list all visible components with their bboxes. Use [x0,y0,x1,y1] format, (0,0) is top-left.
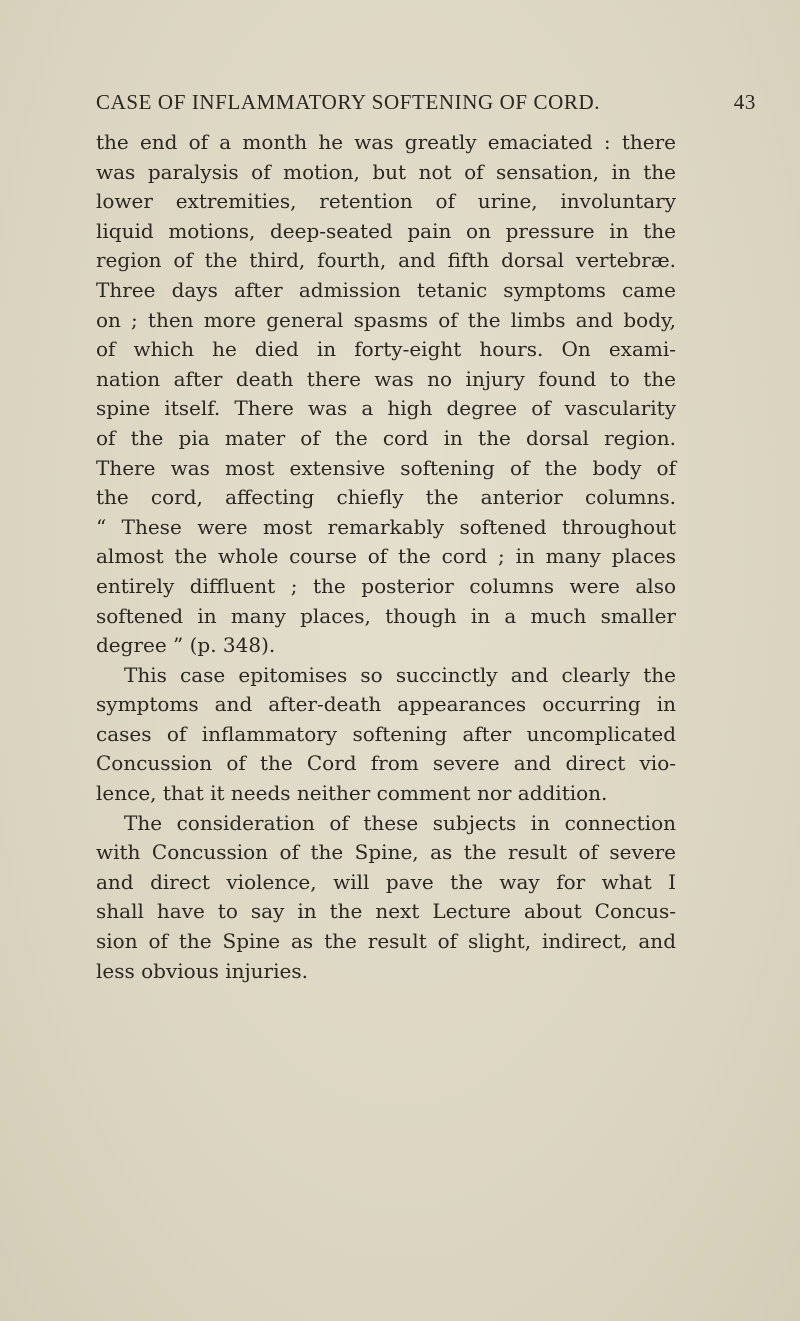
text-line: of the pia mater of the cord in the dorsal region. [96,425,676,450]
text-line: “ These were most remarkably softened throughout [96,514,676,539]
text-line: shall have to say in the next Lecture about Concus- [96,899,676,924]
text-line: and direct violence, will pave the way for what I [96,869,676,894]
text-line: There was most extensive softening of the body of [96,455,676,480]
text-line: with Concussion of the Spine, as the result of severe [96,840,676,865]
text-line: nation after death there was no injury found to the [96,366,676,391]
running-title: CASE OF INFLAMMATORY SOFTENING OF CORD. [96,90,601,114]
text-line: degree ” (p. 348). [96,633,276,658]
text-line: of which he died in forty-eight hours. On exami- [96,337,676,362]
text-line: softened in many places, though in a much smaller [96,603,676,628]
text-line: Three days after admission tetanic symptoms came [96,277,676,302]
text-line: spine itself. There was a high degree of vascularity [96,396,676,421]
body-text [96,128,676,986]
paragraph-start-line: The consideration of these subjects in connection [124,810,676,835]
text-line: entirely diffluent ; the posterior columns were also [96,573,676,598]
text-line: lower extremities, retention of urine, involuntary [96,189,676,214]
text-line: cases of inflammatory softening after uncomplicated [96,721,676,746]
paragraph-start-line: This case epitomises so succinctly and clearly the [124,662,676,687]
text-line: on ; then more general spasms of the limbs and body, [96,307,676,332]
text-line: the end of a month he was greatly emaciated : there [96,130,676,154]
text-line: less obvious injuries. [96,958,308,983]
running-head [96,90,756,120]
text-line: was paralysis of motion, but not of sensation, in the [96,159,676,184]
text-line: liquid motions, deep-seated pain on pressure in the [96,218,676,243]
text-line: region of the third, fourth, and fifth dorsal vertebræ. [96,248,676,273]
text-line: Concussion of the Cord from severe and direct vio- [96,751,676,776]
text-line: sion of the Spine as the result of slight, indirect, and [96,929,676,954]
text-line: symptoms and after-death appearances occurring in [96,692,676,717]
text-line: lence, that it needs neither comment nor addition. [96,781,608,806]
text-line: almost the whole course of the cord ; in many places [96,544,676,569]
page-number: 43 [733,90,756,114]
text-line: the cord, affecting chiefly the anterior columns. [96,485,676,510]
